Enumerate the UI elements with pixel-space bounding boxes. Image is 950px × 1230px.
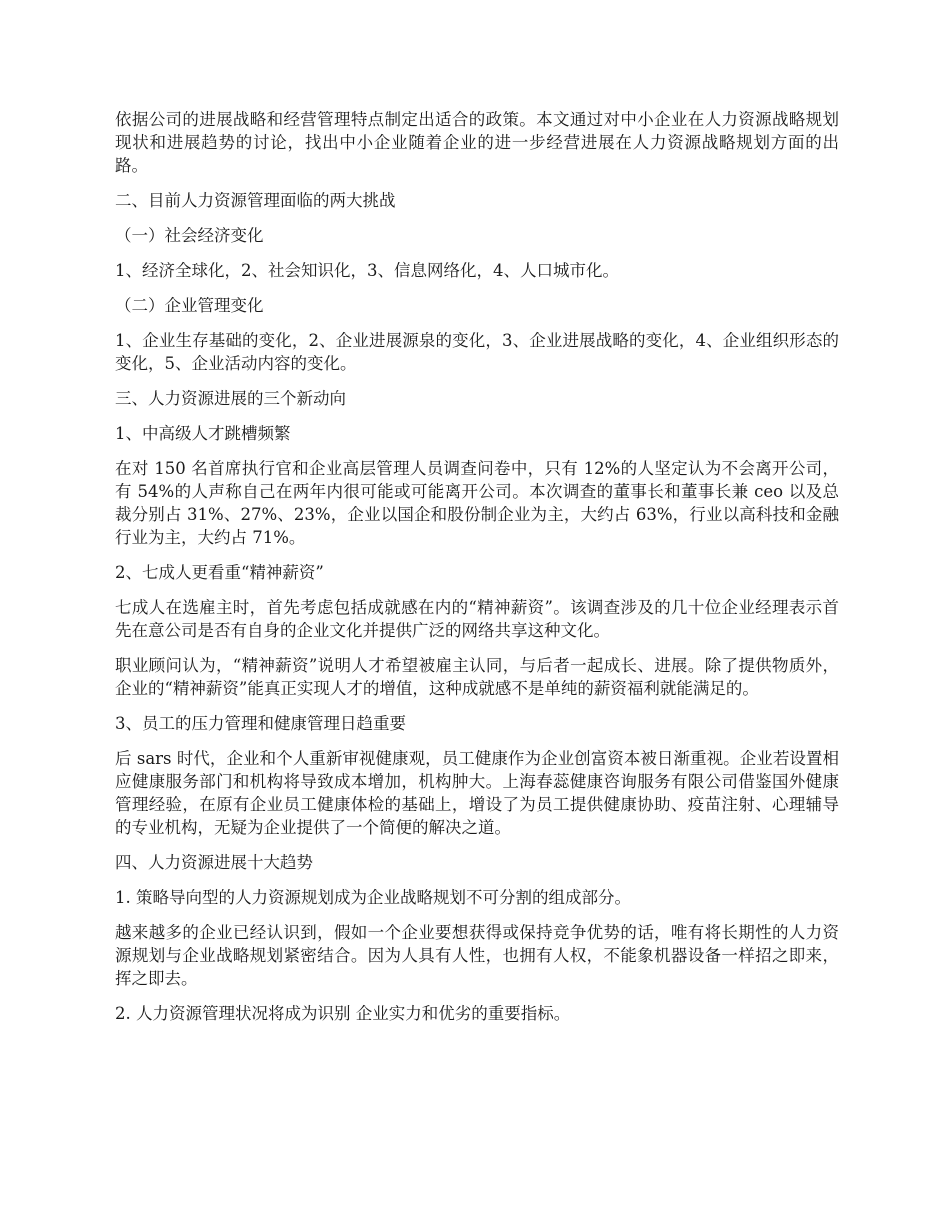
subheading-social-economy: （一）社会经济变化 [115, 226, 264, 245]
subheading-spiritual-salary: 2、七成人更看重“精神薪资” [115, 563, 324, 582]
subheading-health-management: 3、员工的压力管理和健康管理日趋重要 [115, 714, 406, 733]
paragraph-social-economy: 1、经济全球化，2、社会知识化，3、信息网络化，4、人口城市化。 [115, 261, 619, 280]
paragraph-talent-turnover: 在对 150 名首席执行官和企业高层管理人员调查问卷中，只有 12%的人坚定认为不会离开公司，有 54%的人声称自己在两年内很可能或可能离开公司。本次调查的董事长和董事长兼 ceo 以及总裁分别占 31%、27%、23%，企业以国企和股份制企业为主，大约占 63%，行业以高科技和金融行业为主，大约占 71%。 [115, 459, 839, 547]
paragraph-enterprise-management: 1、企业生存基础的变化，2、企业进展源泉的变化，3、企业进展战略的变化，4、企业组织形态的变化，5、企业活动内容的变化。 [115, 331, 839, 373]
subheading-enterprise-management: （二）企业管理变化 [115, 296, 264, 315]
subheading-talent-turnover: 1、中高级人才跳槽频繁 [115, 424, 291, 443]
section-heading-challenges: 二、目前人力资源管理面临的两大挑战 [115, 191, 396, 210]
trend-item-2: 2. 人力资源管理状况将成为识别 企业实力和优劣的重要指标。 [115, 1004, 571, 1023]
paragraph-spiritual-salary-1: 七成人在选雇主时，首先考虑包括成就感在内的“精神薪资”。该调查涉及的几十位企业经理表示首先在意公司是否有自身的企业文化并提供广泛的网络共享这种文化。 [115, 598, 839, 640]
section-heading-new-trends: 三、人力资源进展的三个新动向 [115, 389, 346, 408]
paragraph-spiritual-salary-2: 职业顾问认为，“精神薪资”说明人才希望被雇主认同，与后者一起成长、进展。除了提供物质外，企业的“精神薪资”能真正实现人才的增值，这种成就感不是单纯的薪资福利就能满足的。 [115, 656, 839, 698]
paragraph-health-management: 后 sars 时代，企业和个人重新审视健康观，员工健康作为企业创富资本被日渐重视。企业若设置相应健康服务部门和机构将导致成本增加，机构肿大。上海春蕊健康咨询服务有限公司借鉴国外健康管理经验，在原有企业员工健康体检的基础上，增设了为员工提供健康协助、疫苗注射、心理辅导的专业机构，无疑为企业提供了一个简便的解决之道。 [115, 749, 839, 837]
paragraph-trend-1: 越来越多的企业已经认识到，假如一个企业要想获得或保持竞争优势的话，唯有将长期性的人力资源规划与企业战略规划紧密结合。因为人具有人性，也拥有人权，不能象机器设备一样招之即来，挥之即去。 [115, 923, 839, 988]
section-heading-ten-trends: 四、人力资源进展十大趋势 [115, 853, 313, 872]
document-page [115, 108, 839, 1037]
intro-paragraph: 依据公司的进展战略和经营管理特点制定出适合的政策。本文通过对中小企业在人力资源战略规划现状和进展趋势的讨论，找出中小企业随着企业的进一步经营进展在人力资源战略规划方面的出路。 [115, 110, 839, 175]
trend-item-1: 1. 策略导向型的人力资源规划成为企业战略规划不可分割的组成部分。 [115, 888, 631, 907]
